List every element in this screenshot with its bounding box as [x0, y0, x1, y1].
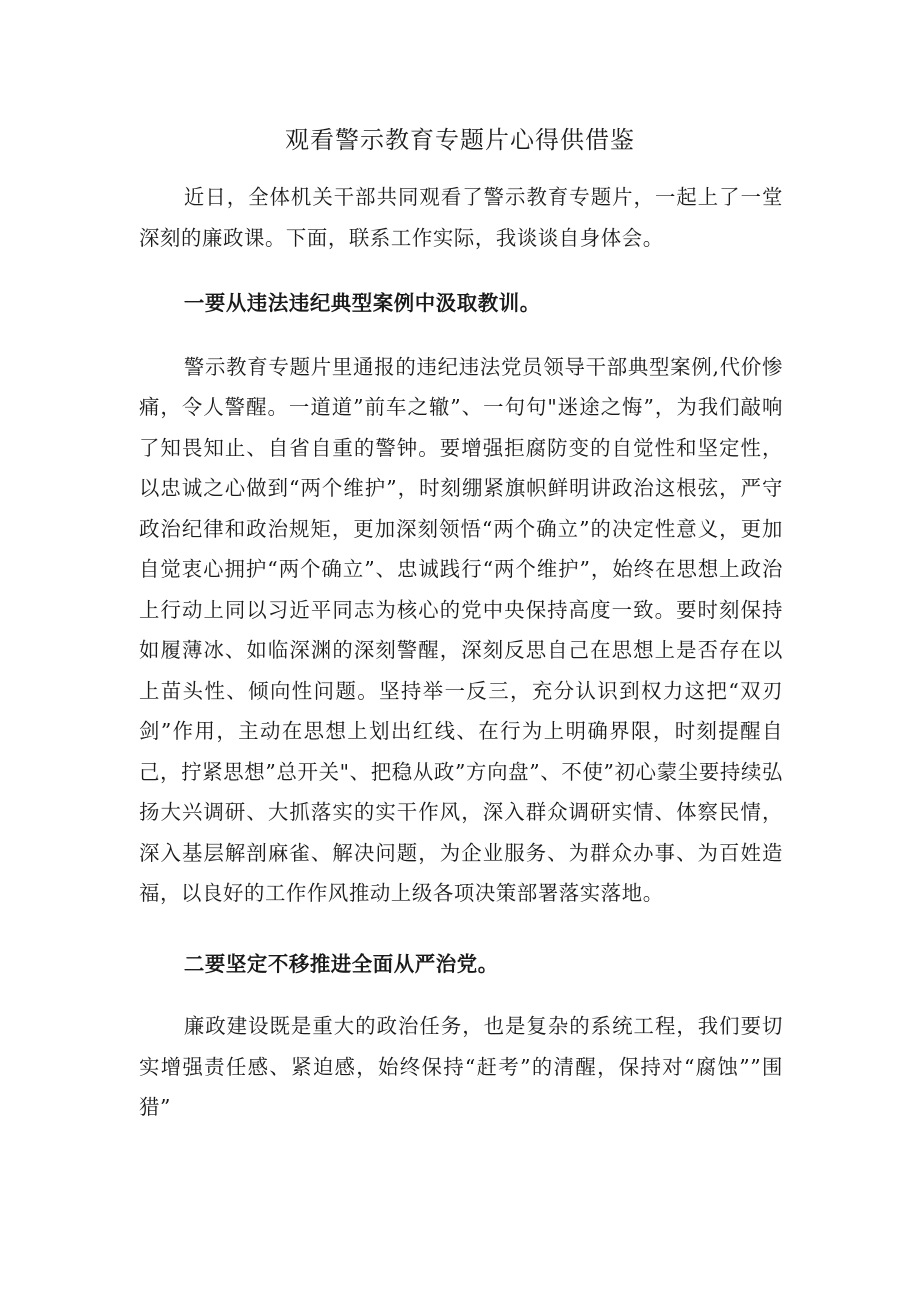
document-body — [139, 177, 783, 1128]
section-1-heading: 一要从违法违纪典型案例中汲取教训。 — [183, 291, 541, 315]
spacer — [139, 258, 783, 283]
document-title: 观看警示教育专题片心得供借鉴 — [285, 126, 635, 154]
section-1-paragraph: 警示教育专题片里通报的违纪违法党员领导干部典型案例,代价惨痛，令人警醒。一道道”前车之辙”、一句句"迷途之悔”，为我们敲响了知畏知止、自省自重的警钟。要增强拒腐防变的自觉性和坚定性，以忠诚之心做到“两个维护”，时刻绷紧旗帜鲜明讲政治这根弦，严守政治纪律和政治规矩，更加深刻领悟“两个确立”的决定性意义，更加自觉衷心拥护“两个确立”、忠诚践行“两个维护”，始终在思想上政治上行动上同以习近平同志为核心的党中央保持高度一致。要时刻保持如履薄冰、如临深渊的深刻警醒，深刻反思自己在思想上是否存在以上苗头性、倾向性问题。坚持举一反三，充分认识到权力这把“双刃剑”作用，主动在思想上划出红线、在行为上明确界限，时刻提醒自己，拧紧思想”总开关"、把稳从政”方向盘”、不使”初心蒙尘要持续弘扬大兴调研、大抓落实的实干作风，深入群众调研实情、体察民情，深入基层解剖麻雀、解决问题，为企业服务、为群众办事、为百姓造福，以良好的工作作风推动上级各项决策部署落实落地。 — [139, 354, 783, 905]
spacer — [139, 984, 783, 1006]
spacer — [139, 914, 783, 944]
spacer — [139, 324, 783, 347]
section-2-heading: 二要坚定不移推进全面从严治党。 — [183, 951, 499, 976]
intro-paragraph: 近日，全体机关干部共同观看了警示教育专题片，一起上了一堂深刻的廉政课。下面，联系工作实际，我谈谈自身体会。 — [139, 185, 783, 250]
section-2-paragraph: 廉政建设既是重大的政治任务，也是复杂的系统工程，我们要切实增强责任感、紧迫感，始终保持“赶考”的清醒，保持对“腐蚀””围猎” — [139, 1014, 783, 1119]
